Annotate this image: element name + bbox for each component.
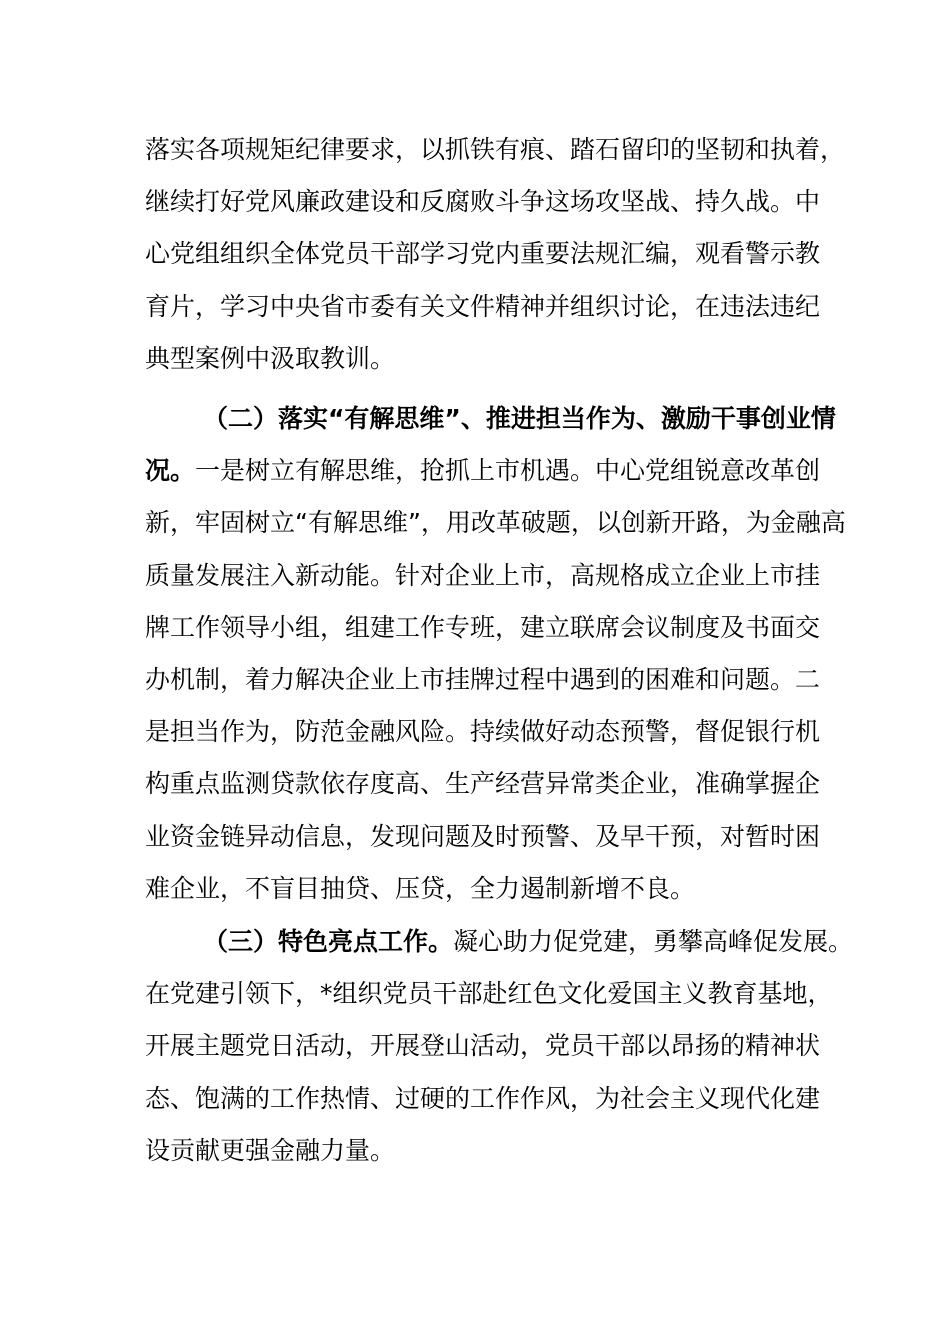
text-line: 难企业，不盲目抽贷、压贷，全力遏制新增不良。 <box>145 873 696 903</box>
section-heading: （三）特色亮点工作。 <box>203 927 454 956</box>
text-line: 开展主题党日活动，开展登山活动，党员干部以昂扬的精神状 <box>145 1031 821 1061</box>
text-line: 落实各项规矩纪律要求，以抓铁有痕、踏石留印的坚韧和执着， <box>145 135 846 164</box>
text-line: 态、饱满的工作热情、过硬的工作作风，为社会主义现代化建 <box>145 1083 821 1113</box>
text-line: 质量发展注入新动能。针对企业上市，高规格成立企业上市挂 <box>145 560 821 590</box>
text-line <box>145 445 821 497</box>
section-heading: （二）落实“有解思维”、推进担当作为、激励干事创业情 <box>203 404 836 433</box>
text-line: 构重点监测贷款依存度高、生产经营异常类企业，准确掌握企 <box>145 769 821 799</box>
text-line: 牌工作领导小组，组建工作专班，建立联席会议制度及书面交 <box>145 612 821 642</box>
text-line: 新，牢固树立“有解思维”，用改革破题，以创新开路，为金融高 <box>145 508 846 538</box>
section-heading-end: 况。 <box>145 456 196 486</box>
text-line: 办机制，着力解决企业上市挂牌过程中遇到的困难和问题。二 <box>145 664 821 694</box>
text-run: 一是树立有解思维，抢抓上市机遇。中心党组锐意改革创 <box>195 456 821 486</box>
text-line: 典型案例中汲取教训。 <box>145 343 396 373</box>
text-line: 在党建引领下，*组织党员干部赴红色文化爱国主义教育基地， <box>145 979 833 1009</box>
text-line: 继续打好党风廉政建设和反腐败斗争这场攻坚战、持久战。中 <box>145 187 821 217</box>
text-line: 心党组组织全体党员干部学习党内重要法规汇编，观看警示教 <box>145 239 821 269</box>
text-run: 凝心助力促党建，勇攀高峰促发展。 <box>453 927 854 956</box>
paragraph-3 <box>145 916 854 1177</box>
text-line <box>145 916 854 968</box>
text-line: 是担当作为，防范金融风险。持续做好动态预警，督促银行机 <box>145 717 821 747</box>
text-line: 育片，学习中央省市委有关文件精神并组织讨论，在违法违纪 <box>145 291 821 321</box>
text-line: 设贡献更强金融力量。 <box>145 1135 396 1165</box>
paragraph-2 <box>145 393 846 915</box>
paragraph-1 <box>145 124 846 385</box>
text-line: 业资金链异动信息，发现问题及时预警、及早干预，对暂时困 <box>145 821 821 851</box>
